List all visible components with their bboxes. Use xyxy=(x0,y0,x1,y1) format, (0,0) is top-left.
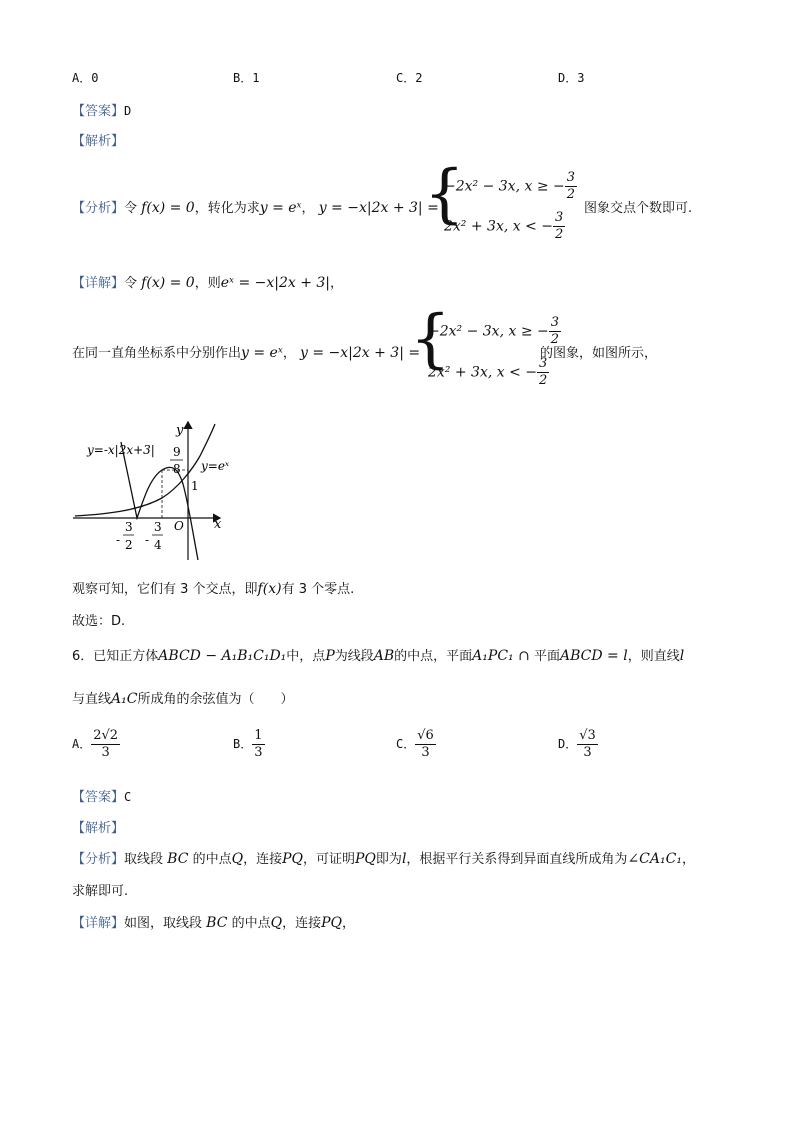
formula: A₁PC₁ ∩ xyxy=(472,648,530,664)
formula: Q xyxy=(231,851,244,867)
formula: f(x) xyxy=(257,581,282,597)
formula: ABCD = l xyxy=(559,648,628,664)
analysis-tag: 【解析】 xyxy=(72,134,125,149)
piecewise-row-2 xyxy=(428,356,549,389)
label-curve1: y=-x|2x+3| xyxy=(87,443,155,457)
formula: eˣ = −x|2x + 3| xyxy=(220,275,331,291)
choose-line: 故选：D. xyxy=(72,614,126,629)
formula: y = eˣ xyxy=(241,345,283,361)
formula: BC xyxy=(167,851,189,867)
label-curve2: y=eˣ xyxy=(201,459,230,473)
formula: P xyxy=(325,648,335,664)
detail-tag: 【详解】 xyxy=(72,916,125,931)
detail-text: 令 xyxy=(124,276,138,291)
q6-stem-line2 xyxy=(72,688,293,707)
piece-text: 2x² + 3x, x < − xyxy=(428,364,538,381)
observe-text: 观察可知，它们有 3 个交点，即 xyxy=(72,582,258,597)
stem-text: 6．已知正方体 xyxy=(72,649,159,664)
answer-value: C xyxy=(124,790,132,804)
formula: y = eˣ xyxy=(259,200,302,216)
formula: y = −x|2x + 3| = xyxy=(318,200,439,216)
option-label: D． xyxy=(558,737,578,751)
label-98-num: 9 xyxy=(173,445,181,459)
piecewise-row-1 xyxy=(444,170,577,203)
piece-text: 2x² + 3x, x < − xyxy=(444,218,554,235)
formula: f(x) = 0 xyxy=(141,275,195,291)
frac-num: √6 xyxy=(417,728,434,743)
detail-text: ，连接 xyxy=(282,916,322,931)
formula: PQ xyxy=(282,851,303,867)
function-graph xyxy=(70,418,240,563)
frac-den: 3 xyxy=(583,745,592,760)
fraction xyxy=(91,728,120,761)
label-origin: O xyxy=(174,519,184,533)
frac-den: 3 xyxy=(254,745,263,760)
stem-text: ，则直线 xyxy=(627,649,680,664)
q6-analysis-tag: 【解析】 xyxy=(72,821,125,836)
fenxi-line xyxy=(72,197,439,216)
frac-num: √3 xyxy=(579,728,596,743)
detail-text: 的中点 xyxy=(231,916,271,931)
observe-text: 有 3 个零点. xyxy=(281,582,355,597)
frac-den: 2 xyxy=(566,187,576,202)
fraction xyxy=(553,210,565,243)
piece-text: −2x² − 3x, x ≥ − xyxy=(428,323,549,340)
formula: ABCD − A₁B₁C₁D₁ xyxy=(158,648,287,664)
formula: BC xyxy=(206,915,228,931)
option-b: B．1 xyxy=(233,71,260,85)
formula: l xyxy=(401,851,407,867)
fenxi-tag: 【分析】 xyxy=(72,852,125,867)
line2-text: ， xyxy=(282,346,296,361)
line2-tail: 的图象，如图所示， xyxy=(540,346,658,361)
q6-fenxi-line xyxy=(72,848,695,867)
formula: A₁C xyxy=(111,691,138,707)
tick2-sign: - xyxy=(145,533,150,547)
fenxi-text: ，可证明 xyxy=(303,852,356,867)
formula: Q xyxy=(270,915,283,931)
frac-num: 1 xyxy=(254,728,263,743)
q6-option-c xyxy=(396,728,436,761)
detail-text: ，则 xyxy=(194,276,221,291)
fenxi-text: ， xyxy=(681,852,695,867)
line2 xyxy=(72,342,420,361)
piecewise-brace: { xyxy=(424,157,465,231)
answer-tag: 【答案】 xyxy=(72,790,125,805)
tick1-den: 2 xyxy=(125,538,133,552)
detail-line xyxy=(72,272,343,291)
q6-option-a xyxy=(72,728,120,761)
detail-text: ， xyxy=(330,276,344,291)
answer-value: D xyxy=(124,104,132,118)
fenxi-tail: 图象交点个数即可. xyxy=(584,201,693,216)
formula: AB xyxy=(373,648,395,664)
label-98-den: 8 xyxy=(173,462,181,476)
fenxi-text: 的中点 xyxy=(192,852,232,867)
stem-text: 的中点，平面 xyxy=(394,649,473,664)
fenxi-text: 令 xyxy=(124,201,138,216)
q6-detail-line xyxy=(72,912,355,931)
fenxi-text: ，根据平行关系得到异面直线所成角为 xyxy=(406,852,628,867)
frac-den: 3 xyxy=(101,745,110,760)
q6-fenxi-line2: 求解即可. xyxy=(72,884,129,899)
label-y: y xyxy=(176,423,184,438)
frac-num: 3 xyxy=(566,170,576,185)
formula: PQ xyxy=(321,915,342,931)
option-d: D．3 xyxy=(558,71,585,85)
curve-exp xyxy=(75,424,215,516)
piecewise-brace: { xyxy=(410,302,451,376)
line2-text: 在同一直角坐标系中分别作出 xyxy=(72,346,242,361)
frac-num: 3 xyxy=(539,356,548,371)
answer-tag: 【答案】 xyxy=(72,104,125,119)
q6-option-b xyxy=(233,728,265,761)
formula: y = −x|2x + 3| = xyxy=(299,345,421,361)
detail-text: ， xyxy=(342,916,356,931)
tick2-num: 3 xyxy=(154,520,162,534)
fenxi-tag: 【分析】 xyxy=(72,201,125,216)
frac-num: 3 xyxy=(550,315,560,330)
fenxi-text: ，转化为求 xyxy=(194,201,260,216)
tick2-den: 4 xyxy=(154,538,162,552)
label-one: 1 xyxy=(191,479,199,493)
tick1-sign: - xyxy=(116,533,121,547)
fraction xyxy=(565,170,577,203)
formula: l xyxy=(679,648,685,664)
tick1-num: 3 xyxy=(125,520,133,534)
frac-den: 2 xyxy=(539,373,548,388)
option-a: A．0 xyxy=(72,71,99,85)
piece-text: −2x² − 3x, x ≥ − xyxy=(444,178,565,195)
detail-text: 如图，取线段 xyxy=(124,916,203,931)
fraction xyxy=(252,728,264,761)
fenxi-text: ， xyxy=(301,201,315,216)
observe-line xyxy=(72,578,354,597)
stem-text: 所成角的余弦值为（ ） xyxy=(137,692,294,707)
option-c: C．2 xyxy=(396,71,423,85)
formula: PQ xyxy=(355,851,376,867)
option-label: C． xyxy=(396,737,416,751)
q6-answer-line xyxy=(72,786,131,805)
option-label: A． xyxy=(72,737,92,751)
stem-text: 与直线 xyxy=(72,692,112,707)
frac-num: 3 xyxy=(555,210,564,225)
stem-text: 平面 xyxy=(533,649,560,664)
frac-num: 2√2 xyxy=(93,728,119,743)
fraction xyxy=(577,728,598,761)
q6-option-d xyxy=(558,728,598,761)
frac-den: 3 xyxy=(421,745,430,760)
frac-den: 2 xyxy=(550,332,560,347)
stem-text: 中，点 xyxy=(286,649,326,664)
frac-den: 2 xyxy=(555,227,564,242)
q6-stem-line1 xyxy=(72,645,684,664)
option-label: B． xyxy=(233,737,253,751)
fenxi-text: ，连接 xyxy=(243,852,283,867)
detail-tag: 【详解】 xyxy=(72,276,125,291)
label-x: x xyxy=(214,517,222,532)
fenxi-text: 即为 xyxy=(375,852,402,867)
fenxi-text: 取线段 xyxy=(124,852,164,867)
stem-text: 为线段 xyxy=(334,649,374,664)
piecewise-row-2 xyxy=(444,210,565,243)
answer-line xyxy=(72,100,131,119)
formula: f(x) = 0 xyxy=(141,200,195,216)
formula: ∠CA₁C₁ xyxy=(627,851,682,867)
fraction xyxy=(415,728,436,761)
